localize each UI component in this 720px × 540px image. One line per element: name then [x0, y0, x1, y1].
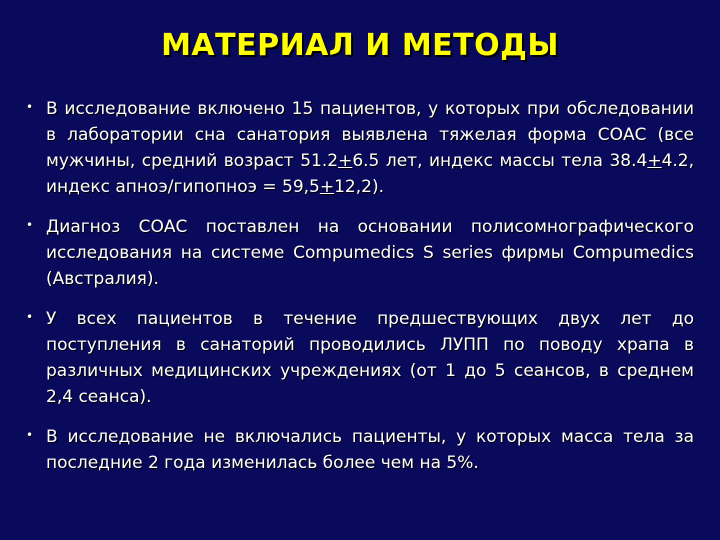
plus-minus-sign: + — [338, 151, 353, 171]
bullet-list — [26, 96, 694, 490]
bullet-text: В исследование не включались пациенты, у которых масса тела за последние 2 года изменилась более чем на 5%. — [46, 427, 694, 473]
bullet-text-part: 4.2, индекс апноэ/гипопноэ = 59,5 — [46, 151, 695, 197]
bullet-item-3 — [26, 306, 694, 410]
bullet-icon: • — [26, 100, 34, 114]
bullet-icon: • — [26, 428, 34, 442]
plus-minus-sign: + — [647, 151, 662, 171]
bullet-text-part: 12,2). — [334, 177, 384, 197]
bullet-text-part: В исследование включено 15 пациентов, у которых при обследовании в лаборатории сна санатория выявлена тяжелая форма СОАС (все мужчины, средний возраст 51.2 — [46, 99, 694, 171]
slide-title: МАТЕРИАЛ И МЕТОДЫ — [161, 28, 559, 63]
bullet-icon: • — [26, 310, 34, 324]
plus-minus-sign: + — [319, 177, 335, 197]
bullet-item-1 — [26, 96, 694, 200]
bullet-text: У всех пациентов в течение предшествующих двух лет до поступления в санаторий проводились ЛУПП по поводу храпа в различных медицинских учреждениях (от 1 до 5 сеансов, в среднем 2,4 сеанса). — [46, 309, 694, 407]
bullet-text-part: 6.5 лет, индекс массы тела 38.4 — [352, 151, 648, 171]
bullet-icon: • — [26, 218, 34, 232]
bullet-item-4 — [26, 424, 694, 476]
bullet-item-2 — [26, 214, 694, 292]
bullet-text: Диагноз СОАС поставлен на основании полисомнографического исследования на системе Compumedics S series фирмы Compumedics (Австралия). — [46, 217, 694, 289]
